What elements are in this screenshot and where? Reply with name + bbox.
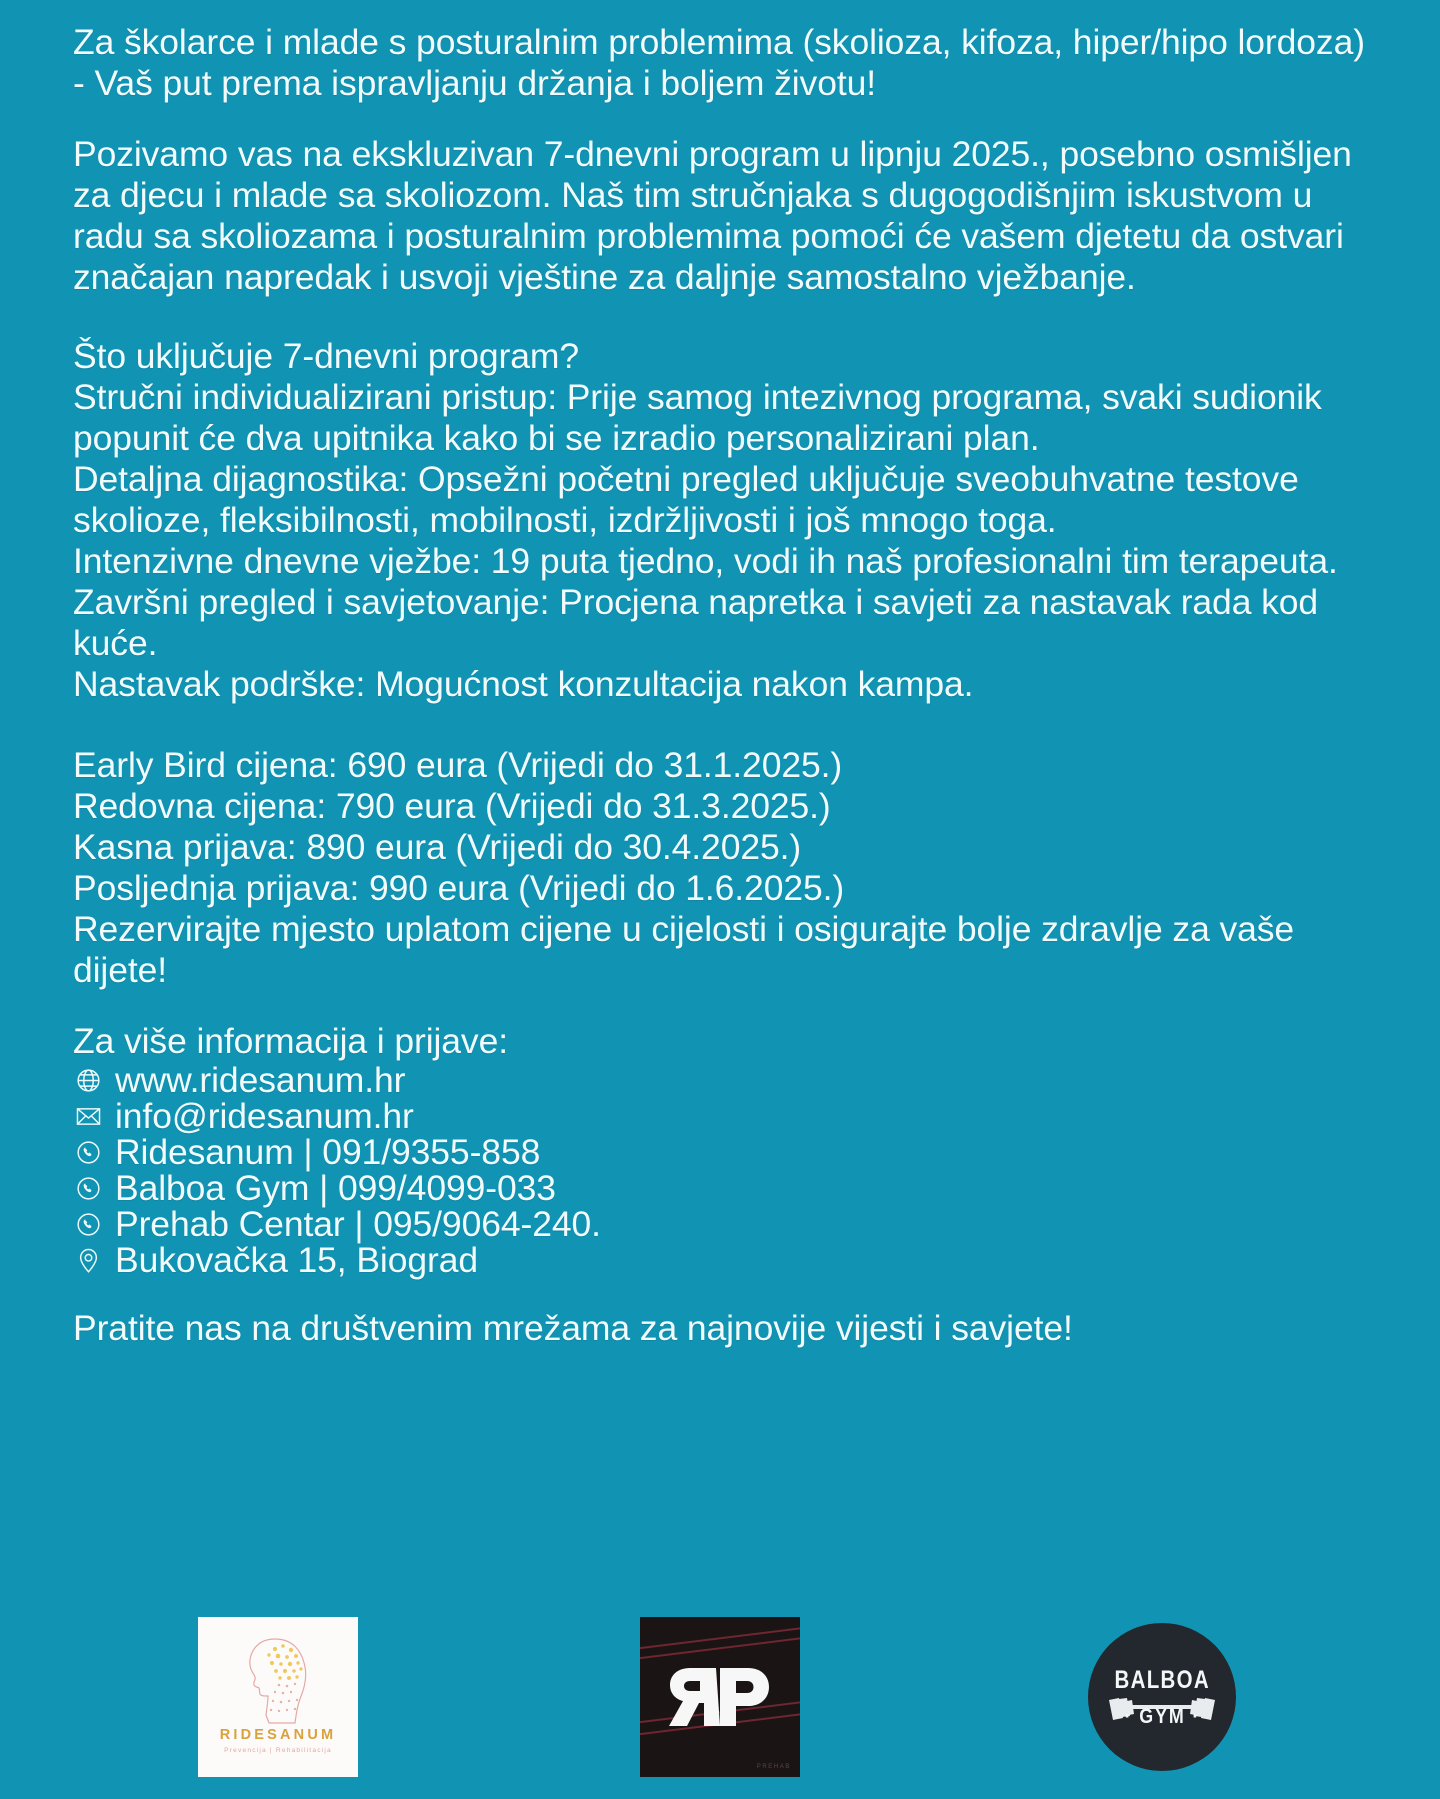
reservation-note: Rezervirajte mjesto uplatom cijene u cijelosti i osigurajte bolje zdravlje za vaše dijete! <box>73 909 1295 990</box>
balboa-gym-text: · GYM · <box>1124 1704 1200 1728</box>
program-item-4: Završni pregled i savjetovanje: Procjena napretka i savjeti za nastavak rada kod kuće. <box>73 582 1319 663</box>
spacer <box>73 991 1370 1021</box>
price-regular: Redovna cijena: 790 eura (Vrijedi do 31.3.2025.) <box>73 786 831 826</box>
prehab-caption: PREHAB <box>756 1764 791 1770</box>
spacer <box>73 1278 1370 1308</box>
contact-address[interactable] <box>73 1239 1370 1280</box>
contact-list <box>73 1059 1370 1280</box>
balboa-gym-logo <box>1082 1617 1242 1777</box>
program-question: Što uključuje 7-dnevni program? <box>73 336 580 376</box>
contact-email[interactable] <box>73 1095 1370 1136</box>
contact-heading: Za više informacija i prijave: <box>73 1021 508 1061</box>
head-profile-icon <box>235 1629 321 1725</box>
contact-phone-prehab-text: Prehab Centar | 095/9064-240. <box>115 1203 601 1244</box>
partner-logos <box>0 1613 1440 1799</box>
balboa-circle <box>1088 1623 1236 1771</box>
contact-phone-ridesanum[interactable] <box>73 1131 1370 1172</box>
spacer <box>73 104 1370 134</box>
contact-phone-balboa-text: Balboa Gym | 099/4099-033 <box>115 1167 556 1208</box>
spacer <box>73 298 1370 336</box>
price-late: Kasna prijava: 890 eura (Vrijedi do 30.4.2025.) <box>73 827 802 867</box>
phone-clock-icon <box>73 1173 103 1203</box>
program-item-2: Detaljna dijagnostika: Opsežni početni pregled uključuje sveobuhvatne testove skolioze, fleksibilnosti, mobilnosti, izdržljivosti i još mnogo toga. <box>73 459 1299 540</box>
contact-email-text: info@ridesanum.hr <box>115 1095 414 1136</box>
ridesanum-wordmark: RIDESANUM <box>219 1727 337 1743</box>
contact-website-text: www.ridesanum.hr <box>115 1059 406 1100</box>
price-final: Posljednja prijava: 990 eura (Vrijedi do 1.6.2025.) <box>73 868 845 908</box>
social-note: Pratite nas na društvenim mrežama za najnovije vijesti i savjete! <box>73 1308 1073 1348</box>
price-early-bird: Early Bird cijena: 690 eura (Vrijedi do 31.1.2025.) <box>73 745 843 785</box>
globe-icon <box>73 1065 103 1095</box>
location-pin-icon <box>73 1245 103 1275</box>
program-item-3: Intenzivne dnevne vježbe: 19 puta tjedno, vodi ih naš profesionalni tim terapeuta. <box>73 541 1338 581</box>
program-item-1: Stručni individualizirani pristup: Prije samog intezivnog programa, svaki sudionik popunit će dva upitnika kako bi se izradio personalizirani plan. <box>73 377 1322 458</box>
ridesanum-tagline: Prevencija | Rehabilitacija <box>224 1747 332 1754</box>
contact-phone-prehab[interactable] <box>73 1203 1370 1244</box>
ridesanum-logo <box>198 1617 358 1777</box>
poster-copy <box>73 22 1370 1349</box>
contact-phone-balboa[interactable] <box>73 1167 1370 1208</box>
phone-clock-icon <box>73 1137 103 1167</box>
prehab-logo <box>640 1617 800 1777</box>
headline: Za školarce i mlade s posturalnim problemima (skolioza, kifoza, hiper/hipo lordoza) - Vaš put prema ispravljanju držanja i boljem životu! <box>73 22 1365 103</box>
program-item-5: Nastavak podrške: Mogućnost konzultacija nakon kampa. <box>73 664 974 704</box>
envelope-icon <box>73 1101 103 1131</box>
contact-website[interactable] <box>73 1059 1370 1100</box>
phone-clock-icon <box>73 1209 103 1239</box>
contact-phone-ridesanum-text: Ridesanum | 091/9355-858 <box>115 1131 541 1172</box>
intro-paragraph: Pozivamo vas na ekskluzivan 7-dnevni program u lipnju 2025., posebno osmišljen za djecu i mlade sa skoliozom. Naš tim stručnjaka s dugogodišnjim iskustvom u radu sa skoliozama i posturalnim problemima pomoći će vašem djetetu da ostvari značajan napredak i usvoji vještine za daljnje samostalno vježbanje. <box>73 134 1352 297</box>
spacer <box>73 705 1370 745</box>
balboa-wordmark: BALBOA <box>1114 1665 1210 1694</box>
rp-monogram-icon <box>640 1617 800 1777</box>
contact-address-text: Bukovačka 15, Biograd <box>115 1239 478 1280</box>
